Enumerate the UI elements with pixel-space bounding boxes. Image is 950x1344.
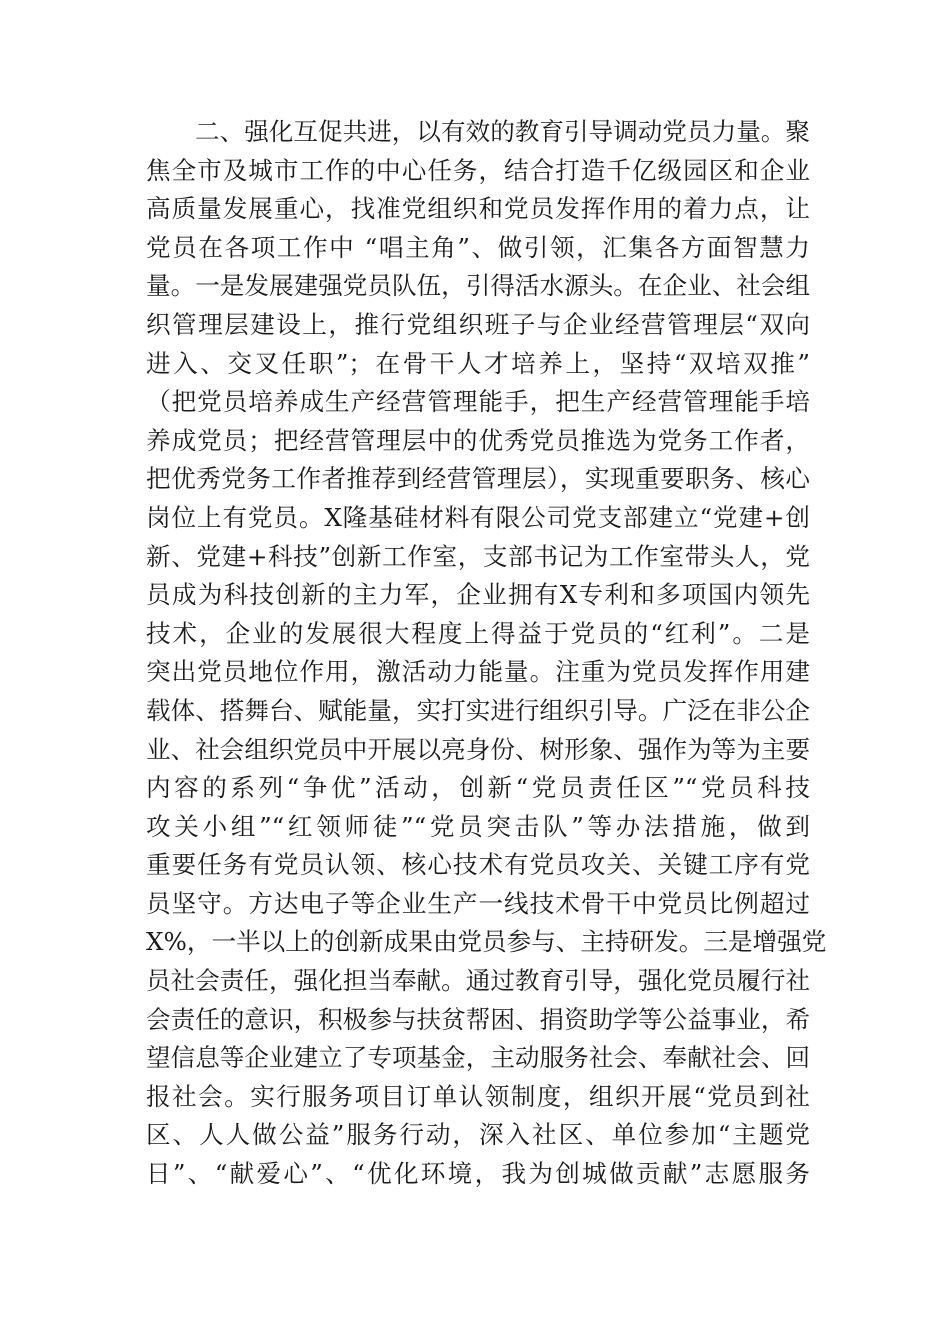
- paragraph-line: 重要任务有党员认领、核心技术有党员攻关、关键工序有党: [146, 850, 810, 880]
- paragraph-line: 高质量发展重心，找准党组织和党员发挥作用的着力点，让: [146, 194, 810, 224]
- paragraph-line: 日”、“献爱心”、“优化环境，我为创城做贡献”志愿服务: [146, 1159, 810, 1189]
- paragraph-line: 把优秀党务工作者推荐到经营管理层），实现重要职务、核心: [146, 464, 810, 494]
- paragraph-line: （把党员培养成生产经营管理能手，把生产经营管理能手培: [146, 387, 810, 417]
- paragraph-line: 员成为科技创新的主力军，企业拥有X专利和多项国内领先: [146, 580, 810, 610]
- paragraph-line: 新、党建+科技”创新工作室，支部书记为工作室带头人，党: [146, 541, 810, 571]
- paragraph-line: 会责任的意识，积极参与扶贫帮困、捐资助学等公益事业，希: [146, 1004, 811, 1034]
- paragraph-line: 员坚守。方达电子等企业生产一线技术骨干中党员比例超过: [146, 888, 810, 918]
- paragraph-line: 攻关小组”“红领师徒”“党员突击队”等办法措施，做到: [146, 811, 810, 841]
- paragraph-line: 报社会。实行服务项目订单认领制度，组织开展“党员到社: [146, 1081, 810, 1111]
- paragraph-line: 内容的系列“争优”活动，创新“党员责任区”“党员科技: [146, 773, 810, 803]
- paragraph-line: 党员在各项工作中 “唱主角”、做引领，汇集各方面智慧力: [146, 232, 810, 262]
- paragraph-line: 区、人人做公益”服务行动，深入社区、单位参加“主题党: [146, 1120, 810, 1150]
- body-paragraph: [146, 113, 827, 1194]
- paragraph-line: 焦全市及城市工作的中心任务，结合打造千亿级园区和企业: [146, 155, 810, 185]
- paragraph-line: 载体、搭舞台、赋能量，实打实进行组织引导。广泛在非公企: [146, 695, 811, 725]
- paragraph-line: 业、社会组织党员中开展以亮身份、树形象、强作为等为主要: [146, 734, 811, 764]
- paragraph-line: 进入、交叉任职”；在骨干人才培养上，坚持“双培双推”: [146, 348, 810, 378]
- paragraph-line: 量。一是发展建强党员队伍，引得活水源头。在企业、社会组: [146, 271, 811, 301]
- paragraph-line: 员社会责任，强化担当奉献。通过教育引导，强化党员履行社: [146, 966, 811, 996]
- paragraph-line: 望信息等企业建立了专项基金，主动服务社会、奉献社会、回: [146, 1043, 811, 1073]
- paragraph-line: 突出党员地位作用，激活动力能量。注重为党员发挥作用建: [146, 657, 810, 687]
- paragraph-line: 养成党员；把经营管理层中的优秀党员推选为党务工作者，: [146, 425, 810, 455]
- paragraph-line: 二、强化互促共进，以有效的教育引导调动党员力量。聚: [195, 117, 810, 146]
- paragraph-line: X%，一半以上的创新成果由党员参与、主持研发。三是增强党: [146, 927, 827, 957]
- paragraph-line: 织管理层建设上，推行党组织班子与企业经营管理层“双向: [146, 309, 810, 339]
- paragraph-line: 技术，企业的发展很大程度上得益于党员的“红利”。二是: [146, 618, 810, 648]
- paragraph-line: 岗位上有党员。X隆基硅材料有限公司党支部建立“党建+创: [146, 502, 810, 532]
